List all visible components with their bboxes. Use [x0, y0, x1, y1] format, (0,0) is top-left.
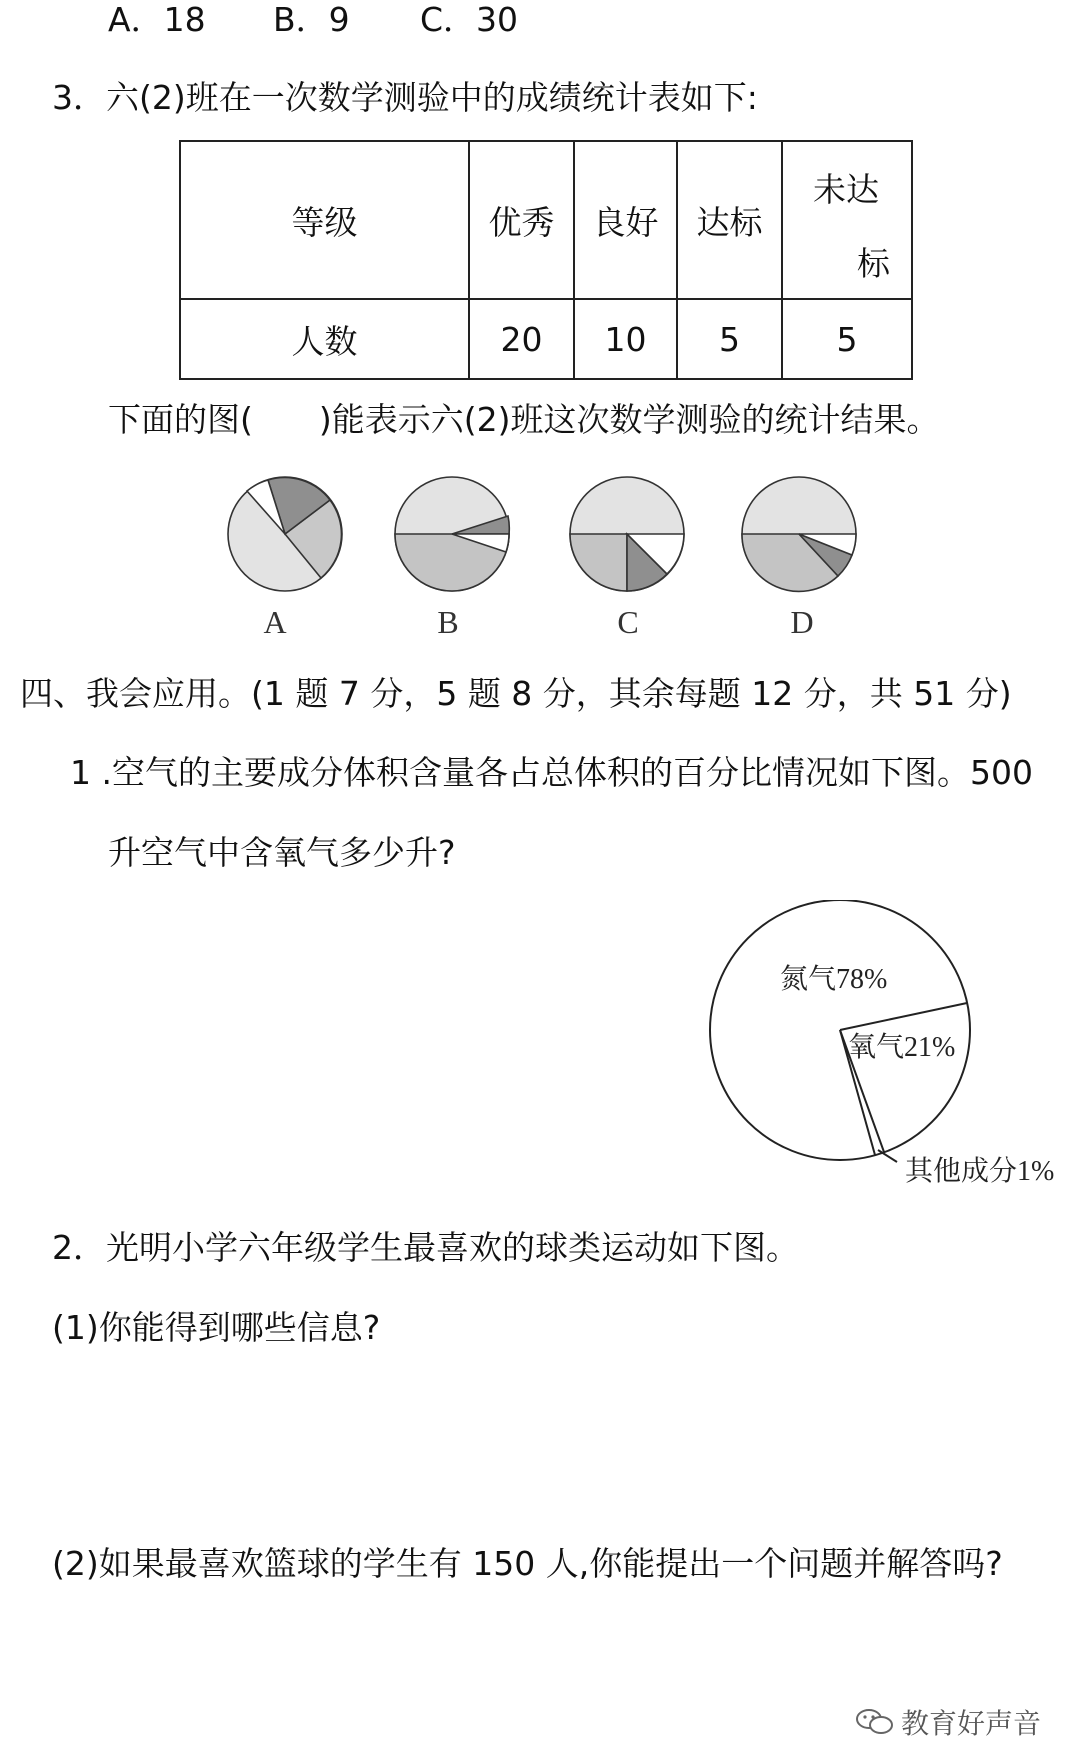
score-table	[179, 140, 913, 380]
watermark-text: 教育好声音	[901, 1707, 1042, 1740]
pie-label-d: D	[790, 604, 814, 640]
pie-option-d	[742, 477, 856, 591]
other-label: 其他成分1%	[905, 1156, 1055, 1187]
pie-label-c: C	[617, 604, 639, 640]
q4-2-line1: 2．光明小学六年级学生最喜欢的球类运动如下图。	[52, 1228, 799, 1267]
grade-fail-cell	[782, 141, 912, 299]
count-label: 人数	[180, 299, 469, 379]
option-pies	[0, 460, 1080, 600]
grade-excellent: 优秀	[469, 141, 574, 299]
pie-label-a: A	[263, 604, 287, 640]
q3-question: 下面的图( )能表示六(2)班这次数学测验的统计结果。	[108, 400, 940, 439]
option-b: B．9	[273, 0, 350, 39]
q3-title: 3．六(2)班在一次数学测验中的成绩统计表如下:	[52, 78, 758, 117]
header-grade-label: 等级	[180, 141, 469, 299]
pie-label-b: B	[437, 604, 459, 640]
air-pie-chart	[700, 900, 1080, 1200]
grade-pass: 达标	[677, 141, 782, 299]
pie-option-c	[570, 477, 684, 591]
option-a: A．18	[108, 0, 206, 39]
wechat-icon	[855, 1707, 895, 1737]
count-fail: 5	[782, 299, 912, 379]
grade-good: 良好	[574, 141, 677, 299]
q4-2-sub2: (2)如果最喜欢篮球的学生有 150 人,你能提出一个问题并解答吗?	[52, 1544, 1003, 1583]
q4-1-line2: 升空气中含氧气多少升?	[108, 833, 456, 872]
q2-options	[108, 0, 608, 40]
pie-option-a	[228, 477, 342, 591]
grade-fail-line2: 标	[857, 244, 890, 283]
watermark	[855, 1702, 1041, 1742]
table-row	[180, 299, 912, 379]
nitrogen-label: 氮气78%	[780, 964, 888, 995]
q4-1-line1: 1 .空气的主要成分体积含量各占总体积的百分比情况如下图。500	[70, 753, 1033, 792]
pie-option-b	[395, 477, 509, 591]
table-row	[180, 141, 912, 299]
count-good: 10	[574, 299, 677, 379]
count-excellent: 20	[469, 299, 574, 379]
option-c: C．30	[420, 0, 519, 39]
oxygen-label: 氧气21%	[848, 1032, 956, 1063]
section4-heading: 四、我会应用。(1 题 7 分，5 题 8 分，其余每题 12 分，共 51 分)	[20, 674, 1012, 713]
grade-fail-line1: 未达	[813, 170, 879, 209]
q4-2-sub1: (1)你能得到哪些信息?	[52, 1308, 381, 1347]
count-pass: 5	[677, 299, 782, 379]
